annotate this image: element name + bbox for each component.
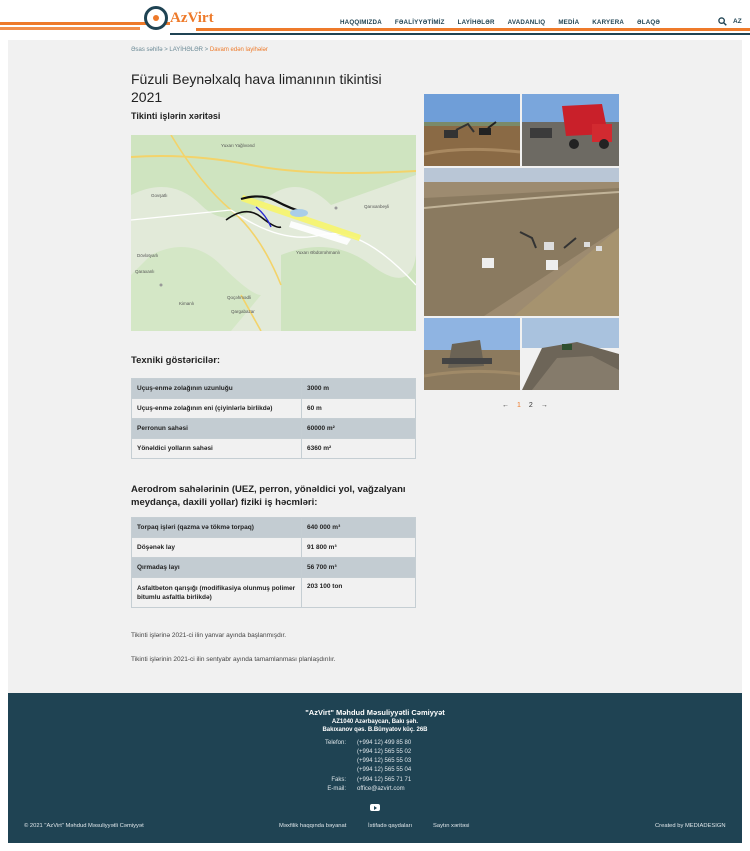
table-cell: 6360 m² [302, 439, 416, 459]
table-cell: Yönəldici yolların sahəsi [132, 439, 302, 459]
end-note: Tikinti işlərinin 2021-ci ilin sentyabr ayında tamamlanması planlaşdırılır. [131, 656, 336, 663]
table-row [132, 518, 416, 538]
table-row [132, 578, 416, 608]
aero-title: Aerodrom sahələrinin (UEZ, perron, yönəldici yol, vağzalyanı meydança, daxili yollar) fiziki iş həcmləri: [131, 484, 406, 508]
breadcrumb-projects[interactable]: LAYİHƏLƏR [169, 47, 203, 53]
logo-wheel-icon [144, 6, 168, 30]
phone-number[interactable]: (+994 12) 565 55 03 [357, 758, 412, 764]
map-title: Tikinti işlərin xəritəsi [131, 111, 221, 121]
gravel-pile-photo [522, 318, 619, 390]
map-label: Govşatlı [151, 193, 168, 198]
breadcrumb-current: Davam edən layihələr [209, 47, 268, 53]
table-cell: Uçuş-enmə zolağının eni (çiyinlərlə birlikdə) [132, 399, 302, 419]
main-nav [340, 19, 660, 26]
start-note: Tikinti işlərinə 2021-ci ilin yanvar ayında başlanmışdır. [131, 632, 287, 639]
sitemap-link[interactable]: Saytın xəritəsi [433, 823, 470, 829]
gallery-photo[interactable] [522, 94, 619, 166]
tech-table [131, 378, 416, 459]
nav-item-equipment[interactable]: AVADANLIQ [507, 19, 546, 26]
aero-table [131, 517, 416, 608]
site-header [0, 0, 750, 40]
map-label: Qoçəhmədli [227, 295, 252, 300]
footer-address-line2: Bakıxanov qəs. B.Bünyatov küç. 26B [322, 727, 428, 733]
phone-label: Telefon: [324, 740, 346, 746]
table-cell: 60 m [302, 399, 416, 419]
footer-company: "AzVirt" Məhdud Məsuliyyətli Cəmiyyət [305, 708, 445, 717]
table-cell: Torpaq işləri (qazma və tökmə torpaq) [132, 518, 302, 538]
pager-next-button[interactable]: → [540, 402, 548, 409]
gallery-pager [502, 402, 548, 409]
terms-link[interactable]: İstifadə qaydaları [368, 823, 413, 829]
youtube-icon[interactable] [370, 804, 380, 811]
breadcrumb-home[interactable]: Əsas səhifə [131, 47, 163, 53]
table-cell: Döşənək lay [132, 538, 302, 558]
site-footer [8, 693, 742, 843]
tech-title: Texniki göstəricilər: [131, 355, 221, 366]
table-row [132, 439, 416, 459]
table-row [132, 558, 416, 578]
table-row [132, 379, 416, 399]
gallery-photo[interactable] [424, 168, 619, 316]
nav-item-projects[interactable]: LAYİHƏLƏR [457, 19, 495, 26]
map-label: Qarıxanbeyli [364, 204, 390, 209]
gallery-photo[interactable] [424, 318, 520, 390]
language-switch[interactable]: AZ [733, 18, 742, 25]
phone-number[interactable]: (+994 12) 565 55 02 [357, 749, 412, 755]
construction-map[interactable] [131, 135, 416, 331]
header-stripe [196, 28, 750, 31]
phone-number[interactable]: (+994 12) 499 85 80 [357, 740, 412, 746]
table-cell: Perronun sahəsi [132, 419, 302, 439]
privacy-link[interactable]: Məxfilik haqqında bəyanat [279, 823, 347, 829]
created-by-link[interactable]: Created by MEDIADESIGN [655, 823, 726, 829]
page-title: Füzuli Beynəlxalq hava limanının tikintisi 2021 [131, 71, 382, 105]
table-cell: 640 000 m³ [302, 518, 416, 538]
gallery-photo[interactable] [522, 318, 619, 390]
fax-label: Faks: [331, 777, 346, 783]
map-label: Kimanlı [179, 301, 195, 306]
pager-page-1[interactable]: 1 [517, 402, 521, 409]
nav-item-about[interactable]: HAQQIMIZDA [340, 19, 382, 26]
map-label: Qargabazar [231, 309, 255, 314]
table-cell: 3000 m [302, 379, 416, 399]
map-graphic [131, 135, 416, 331]
logo[interactable] [144, 6, 214, 30]
email-label: E-mail: [327, 786, 346, 792]
breadcrumb [131, 47, 268, 53]
nav-item-activity[interactable]: FƏALİYYƏTİMİZ [394, 19, 445, 26]
fax-number: (+994 12) 565 71 71 [357, 777, 412, 783]
table-cell: 60000 m² [302, 419, 416, 439]
nav-item-contact[interactable]: ƏLAQƏ [637, 19, 661, 26]
breadcrumb-sep: > [204, 47, 209, 53]
crusher-photo [424, 318, 520, 390]
dump-truck-photo [522, 94, 619, 166]
aerial-site-photo [424, 168, 619, 316]
email-link[interactable]: office@azvirt.com [357, 786, 405, 792]
table-cell: 203 100 ton [302, 578, 416, 608]
map-label: Yuxarı Əbdürrəhmanlı [296, 250, 340, 255]
table-cell: 91 800 m³ [302, 538, 416, 558]
nav-item-career[interactable]: KARYERA [592, 19, 625, 26]
main-content [8, 40, 742, 693]
table-row [132, 399, 416, 419]
table-row [132, 538, 416, 558]
phone-number[interactable]: (+994 12) 565 55 04 [357, 767, 412, 773]
footer-address-line1: AZ1040 Azərbaycan, Bakı şəh. [331, 719, 419, 725]
pager-prev-button[interactable]: ← [502, 402, 509, 409]
copyright: © 2021 "AzVirt" Məhdud Məsuliyyətli Cəmiyyət [24, 823, 144, 829]
table-row [132, 419, 416, 439]
map-label: Dövlətyarlı [137, 253, 159, 258]
table-cell: Qırmadaş layı [132, 558, 302, 578]
logo-text: AzVirt [170, 9, 214, 26]
gallery-photo[interactable] [424, 94, 520, 166]
map-label: Qaraxanlı [135, 269, 155, 274]
nav-item-media[interactable]: MEDİA [558, 19, 580, 26]
breadcrumb-sep: > [164, 47, 168, 53]
search-icon[interactable] [718, 17, 727, 26]
excavator-photo [424, 94, 520, 166]
table-cell: 56 700 m³ [302, 558, 416, 578]
pager-page-2[interactable]: 2 [528, 402, 533, 409]
header-stripe [170, 33, 750, 35]
header-stripe [0, 27, 140, 30]
table-cell: Uçuş-enmə zolağının uzunluğu [132, 379, 302, 399]
map-label: Yuxarı Yağlıvənd [221, 143, 255, 148]
table-cell: Asfaltbeton qarışığı (modifikasiya olunmuş polimer bitumlu asfaltla birlikdə) [132, 578, 302, 608]
